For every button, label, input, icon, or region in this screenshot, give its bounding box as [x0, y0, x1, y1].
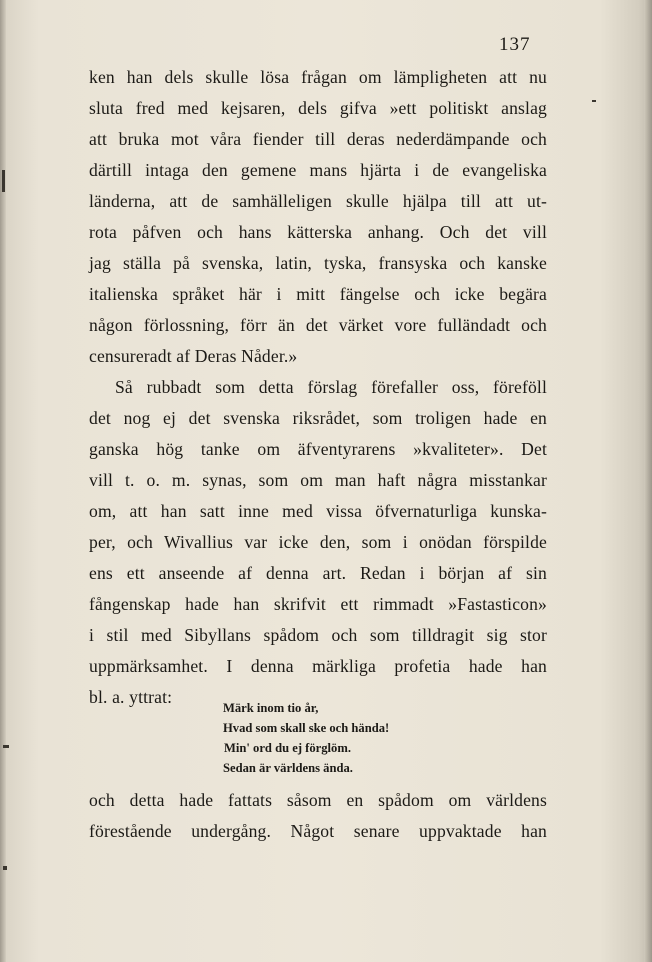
text-line: det nog ej det svenska riksrådet, som troligen hade en [89, 408, 547, 428]
margin-mark [592, 100, 596, 102]
text-line: Så rubbadt som detta förslag förefaller oss, föreföll [115, 377, 547, 397]
text-line: om, att han satt inne med vissa öfvernaturliga kunska- [89, 501, 547, 521]
text-line: italienska språket här i mitt fängelse och icke begära [89, 284, 547, 304]
text-line: ganska hög tanke om äfventyrarens »kvaliteter». Det [89, 439, 547, 459]
text-line: ens ett anseende af denna art. Redan i början af sin [89, 563, 547, 583]
poem-line: Sedan är världens ända. [223, 761, 353, 775]
margin-mark [3, 866, 7, 870]
text-line: därtill intaga den gemene mans hjärta i de evangeliska [89, 160, 547, 180]
text-line: i stil med Sibyllans spådom och som tilldragit sig stor [89, 625, 547, 645]
margin-mark [3, 745, 9, 748]
text-line: att bruka mot våra fiender till deras nederdämpande och [89, 129, 547, 149]
paragraph-3 [89, 785, 547, 847]
page-gutter [0, 0, 6, 962]
poem-line: Märk inom tio år, [223, 701, 319, 715]
text-line: rota påfven och hans kätterska anhang. Och det vill [89, 222, 547, 242]
text-line: fångenskap hade han skrifvit ett rimmadt »Fastasticon» [89, 594, 547, 614]
page-edge [644, 0, 652, 962]
poem-quote [223, 698, 389, 778]
text-line: förestående undergång. Något senare uppvaktade han [89, 821, 547, 841]
text-line: jag ställa på svenska, latin, tyska, fransyska och kanske [89, 253, 547, 273]
poem-line: Hvad som skall ske och hända! [223, 721, 390, 735]
text-line: ken han dels skulle lösa frågan om lämpligheten att nu [89, 67, 547, 87]
poem-line: Min' ord du ej förglöm. [224, 741, 351, 755]
text-line: per, och Wivallius var icke den, som i onödan förspilde [89, 532, 547, 552]
text-line: sluta fred med kejsaren, dels gifva »ett politiskt anslag [89, 98, 547, 118]
text-line: vill t. o. m. synas, som om man haft några misstankar [89, 470, 547, 490]
text-line: bl. a. yttrat: [89, 687, 173, 707]
text-line: länderna, att de samhälleligen skulle hjälpa till att ut- [89, 191, 547, 211]
paragraph-1 [89, 62, 547, 713]
text-line: någon förlossning, förr än det värket vore fulländadt och [89, 315, 547, 335]
page-number: 137 [499, 34, 531, 55]
text-line: och detta hade fattats såsom en spådom om världens [89, 790, 547, 810]
text-line: censureradt af Deras Nåder.» [89, 346, 298, 366]
margin-mark [2, 170, 5, 192]
text-line: uppmärksamhet. I denna märkliga profetia hade han [89, 656, 547, 676]
